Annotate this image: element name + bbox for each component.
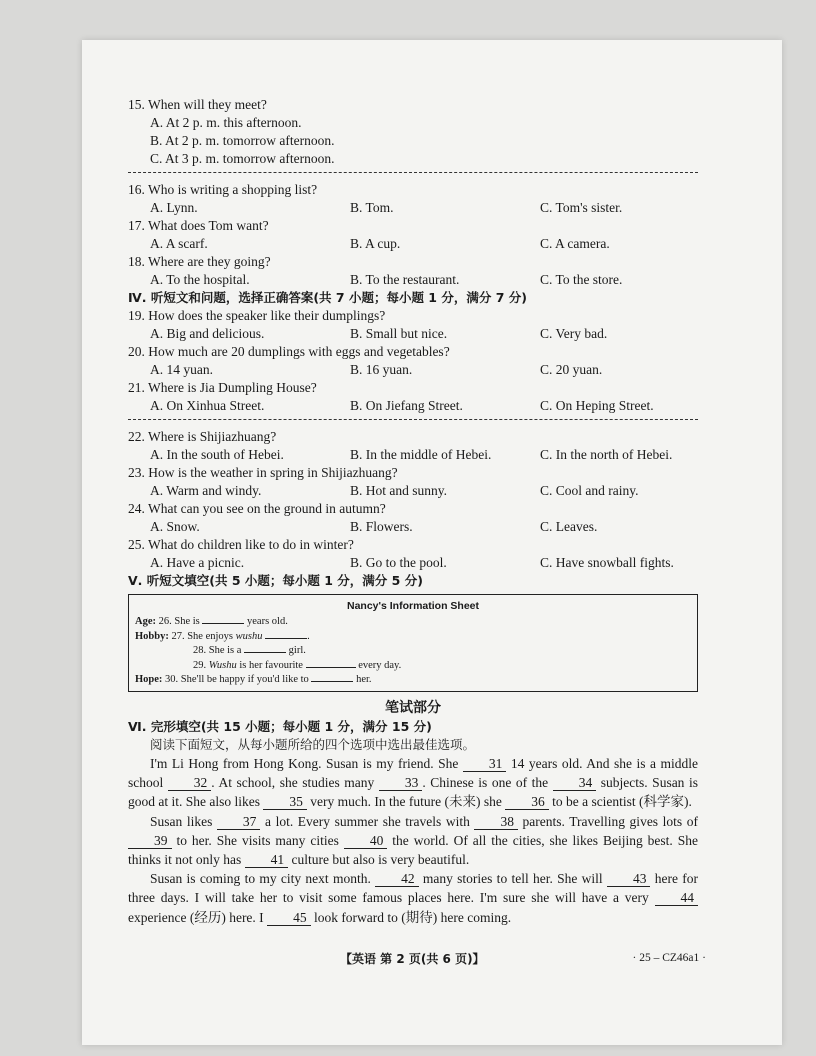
option-19a: A. Big and delicious. xyxy=(150,326,265,341)
option-25a: A. Have a picnic. xyxy=(150,555,245,570)
blank-29 xyxy=(306,657,356,668)
passage-text: 14 years old. And she is a middle school xyxy=(128,756,698,791)
passage-text: here for three days. I will take her to visit some famous places here. I'm sure she will have a very xyxy=(128,871,698,906)
option-19b: B. Small but nice. xyxy=(350,326,448,341)
option-23c: C. Cool and rainy. xyxy=(540,483,639,498)
question-23: 23. How is the weather in spring in Shijiazhuang? xyxy=(128,465,398,480)
dashed-divider xyxy=(128,172,698,173)
section-6-heading: Ⅵ. 完形填空(共 15 小题；每小题 1 分，满分 15 分) xyxy=(128,719,432,734)
option-22a: A. In the south of Hebei. xyxy=(150,447,284,462)
dashed-divider xyxy=(128,419,698,420)
paragraph xyxy=(128,812,698,870)
passage-text: subjects. Susan is good at it. She also likes xyxy=(128,775,698,810)
passage-text: I'm Li Hong from Hong Kong. Susan is my friend. She xyxy=(150,756,463,771)
option-20c: C. 20 yuan. xyxy=(540,362,603,377)
option-23a: A. Warm and windy. xyxy=(150,483,262,498)
option-16b: B. Tom. xyxy=(350,200,394,215)
option-18c: C. To the store. xyxy=(540,272,623,287)
section-5-heading: Ⅴ. 听短文填空(共 5 小题；每小题 1 分，满分 5 分) xyxy=(128,573,423,588)
hobby-label: Hobby: xyxy=(135,630,169,642)
option-20b: B. 16 yuan. xyxy=(350,362,413,377)
question-22: 22. Where is Shijiazhuang? xyxy=(128,429,277,444)
item-27-wushu: wushu xyxy=(235,630,263,642)
option-18b: B. To the restaurant. xyxy=(350,272,460,287)
option-24a: A. Snow. xyxy=(150,519,200,534)
info-row-27 xyxy=(135,628,691,643)
item-29-suffix: every day. xyxy=(358,659,402,671)
page-number: 【英语 第 2 页(共 6 页)】 xyxy=(340,952,485,966)
cloze-passage xyxy=(128,754,698,927)
blank-28 xyxy=(244,642,286,653)
passage-text: parents. Travelling gives lots of xyxy=(517,813,698,829)
cloze-blank-42: 42 xyxy=(375,872,419,887)
item-29-wushu: Wushu xyxy=(208,659,237,671)
options-21 xyxy=(128,397,698,415)
question-20: 20. How much are 20 dumplings with eggs and vegetables? xyxy=(128,344,450,359)
item-26-suffix: years old. xyxy=(247,616,288,627)
info-row-28 xyxy=(135,642,691,657)
hope-label: Hope: xyxy=(135,674,163,685)
question-17: 17. What does Tom want? xyxy=(128,218,269,233)
option-20a: A. 14 yuan. xyxy=(150,362,213,377)
page-footer xyxy=(128,950,706,968)
cloze-blank-43: 43 xyxy=(607,872,651,887)
question-15: 15. When will they meet? xyxy=(128,97,267,112)
option-16a: A. Lynn. xyxy=(150,200,198,215)
passage-text: to be a scientist (科学家). xyxy=(548,794,692,810)
paragraph xyxy=(128,869,698,927)
blank-30 xyxy=(311,671,353,682)
question-19: 19. How does the speaker like their dumplings? xyxy=(128,308,386,323)
question-18: 18. Where are they going? xyxy=(128,254,271,269)
options-24 xyxy=(128,518,698,536)
option-17c: C. A camera. xyxy=(540,236,610,251)
item-28-text: 28. She is a xyxy=(193,645,242,656)
passage-text: a lot. Every summer she travels with xyxy=(260,813,475,829)
options-25 xyxy=(128,554,698,572)
item-30-suffix: her. xyxy=(356,674,372,685)
cloze-blank-35: 35 xyxy=(263,795,307,810)
info-row-26 xyxy=(135,613,691,628)
item-28-suffix: girl. xyxy=(288,645,306,656)
passage-text: Susan likes xyxy=(150,813,217,829)
options-23 xyxy=(128,482,698,500)
info-sheet-title: Nancy's Information Sheet xyxy=(346,600,480,612)
section-4-heading: Ⅳ. 听短文和问题，选择正确答案(共 7 小题；每小题 1 分，满分 7 分) xyxy=(128,290,527,305)
options-20 xyxy=(128,361,698,379)
cloze-blank-31: 31 xyxy=(463,757,507,772)
item-30-text: 30. She'll be happy if you'd like to xyxy=(165,674,309,685)
cloze-instruction: 阅读下面短文，从每小题所给的四个选项中选出最佳选项。 xyxy=(150,737,476,752)
option-16c: C. Tom's sister. xyxy=(540,200,623,215)
option-18a: A. To the hospital. xyxy=(150,272,250,287)
item-27-text: 27. She enjoys xyxy=(171,630,234,642)
passage-text: . At school, she studies many xyxy=(211,775,379,791)
option-21a: A. On Xinhua Street. xyxy=(150,398,265,413)
options-22 xyxy=(128,446,698,464)
option-19c: C. Very bad. xyxy=(540,326,608,341)
passage-text: Susan is coming to my city next month. xyxy=(150,871,376,887)
item-29-text: is her favourite xyxy=(239,659,303,671)
option-22c: C. In the north of Hebei. xyxy=(540,447,673,462)
exam-code: · 25 – CZ46a1 · xyxy=(632,952,706,964)
cloze-blank-40: 40 xyxy=(344,834,388,849)
cloze-blank-41: 41 xyxy=(245,853,289,868)
passage-text: experience (经历) here. I xyxy=(128,909,268,925)
cloze-blank-44: 44 xyxy=(655,891,699,906)
info-row-30 xyxy=(135,671,691,686)
passage-text: . Chinese is one of the xyxy=(422,775,553,791)
age-label: Age: xyxy=(135,616,156,627)
option-24c: C. Leaves. xyxy=(540,519,598,534)
cloze-blank-33: 33 xyxy=(379,776,423,791)
item-26-text: 26. She is xyxy=(158,616,200,627)
passage-text: very much. In the future (未来) she xyxy=(306,794,506,810)
item-27-period: . xyxy=(307,630,310,642)
option-24b: B. Flowers. xyxy=(350,519,413,534)
cloze-blank-38: 38 xyxy=(474,815,518,830)
cloze-blank-45: 45 xyxy=(267,911,311,926)
option-25b: B. Go to the pool. xyxy=(350,555,447,570)
question-16: 16. Who is writing a shopping list? xyxy=(128,182,318,197)
blank-26 xyxy=(202,613,244,624)
passage-text: the world. Of all the cities, she likes Beijing best. She thinks it not only has xyxy=(128,832,698,868)
options-17 xyxy=(128,235,698,253)
option-17a: A. A scarf. xyxy=(150,236,208,251)
passage-text: many stories to tell her. She will xyxy=(418,871,607,887)
question-25: 25. What do children like to do in winter? xyxy=(128,537,354,552)
cloze-blank-37: 37 xyxy=(217,815,261,830)
question-24: 24. What can you see on the ground in autumn? xyxy=(128,501,386,516)
blank-27 xyxy=(265,628,307,639)
information-sheet xyxy=(128,594,698,692)
cloze-blank-39: 39 xyxy=(128,834,172,849)
passage-text: to her. She visits many cities xyxy=(171,832,344,848)
item-29-number: 29. xyxy=(193,659,207,671)
paragraph xyxy=(128,754,698,812)
option-15a: A. At 2 p. m. this afternoon. xyxy=(150,115,302,130)
option-15b: B. At 2 p. m. tomorrow afternoon. xyxy=(150,133,335,148)
option-21b: B. On Jiefang Street. xyxy=(350,398,463,413)
page-content xyxy=(128,96,698,927)
option-25c: C. Have snowball fights. xyxy=(540,555,674,570)
option-21c: C. On Heping Street. xyxy=(540,398,654,413)
options-16 xyxy=(128,199,698,217)
question-21: 21. Where is Jia Dumpling House? xyxy=(128,380,317,395)
option-17b: B. A cup. xyxy=(350,236,401,251)
written-section-title: 笔试部分 xyxy=(385,700,441,716)
cloze-blank-36: 36 xyxy=(505,795,549,810)
option-22b: B. In the middle of Hebei. xyxy=(350,447,492,462)
options-18 xyxy=(128,271,698,289)
option-23b: B. Hot and sunny. xyxy=(350,483,447,498)
passage-text: culture but also is very beautiful. xyxy=(288,852,470,868)
passage-text: look forward to (期待) here coming. xyxy=(310,909,512,925)
cloze-blank-32: 32 xyxy=(168,776,212,791)
info-row-29 xyxy=(135,657,691,672)
options-19 xyxy=(128,325,698,343)
cloze-blank-34: 34 xyxy=(553,776,597,791)
option-15c: C. At 3 p. m. tomorrow afternoon. xyxy=(150,151,335,166)
